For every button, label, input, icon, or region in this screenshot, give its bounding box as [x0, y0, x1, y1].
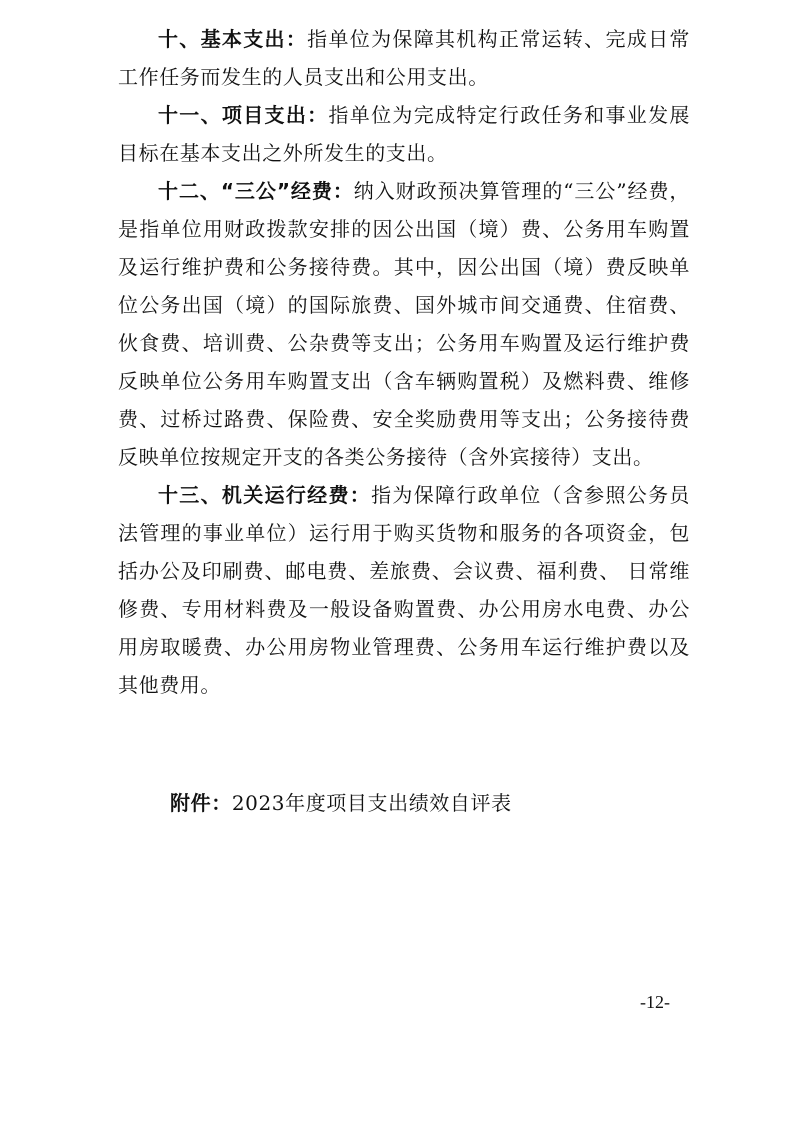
document-body: [118, 20, 690, 704]
attachment-line: [170, 784, 512, 822]
attachment-title: 2023年度项目支出绩效自评表: [231, 791, 512, 815]
definition-agency-operating-expenses: 指为保障行政单位（含参照公务员法管理的事业单位）运行用于购买货物和服务的各项资金，包括办公及印刷费、邮电费、差旅费、会议费、福利费、 日常维修费、专用材料费及一般设备购置费、办公用房水电费、办公用房取暖费、办公用房物业管理费、公务用车运行维护费以及其他费用。: [118, 483, 691, 697]
definition-three-public-expenses: 纳入财政预决算管理的“三公”经费，是指单位用财政拨款安排的因公出国（境）费、公务用车购置及运行维护费和公务接待费。其中，因公出国（境）费反映单位公务出国（境）的国际旅费、国外城市间交通费、住宿费、伙食费、培训费、公杂费等支出；公务用车购置及运行维护费反映单位公务用车购置支出（含车辆购置税）及燃料费、维修费、过桥过路费、保险费、安全奖励费用等支出；公务接待费反映单位按规定开支的各类公务接待（含外宾接待）支出。: [118, 179, 690, 469]
paragraph-three-public-expenses: [118, 172, 690, 476]
term-project-expenditure: 十一、项目支出：: [158, 103, 329, 127]
definition-basic-expenditure: 指单位为保障其机构正常运转、完成日常工作任务而发生的人员支出和公用支出。: [118, 27, 690, 89]
attachment-label: 附件：: [170, 791, 232, 815]
paragraph-project-expenditure: [118, 96, 690, 172]
definition-project-expenditure: 指单位为完成特定行政任务和事业发展目标在基本支出之外所发生的支出。: [118, 103, 690, 165]
term-three-public-expenses: 十二、“三公”经费：: [158, 179, 354, 203]
paragraph-basic-expenditure: [118, 20, 690, 96]
term-agency-operating-expenses: 十三、机关运行经费：: [158, 483, 372, 507]
paragraph-agency-operating-expenses: [118, 476, 690, 704]
term-basic-expenditure: 十、基本支出：: [158, 27, 308, 51]
page-number: -12-: [640, 992, 670, 1012]
